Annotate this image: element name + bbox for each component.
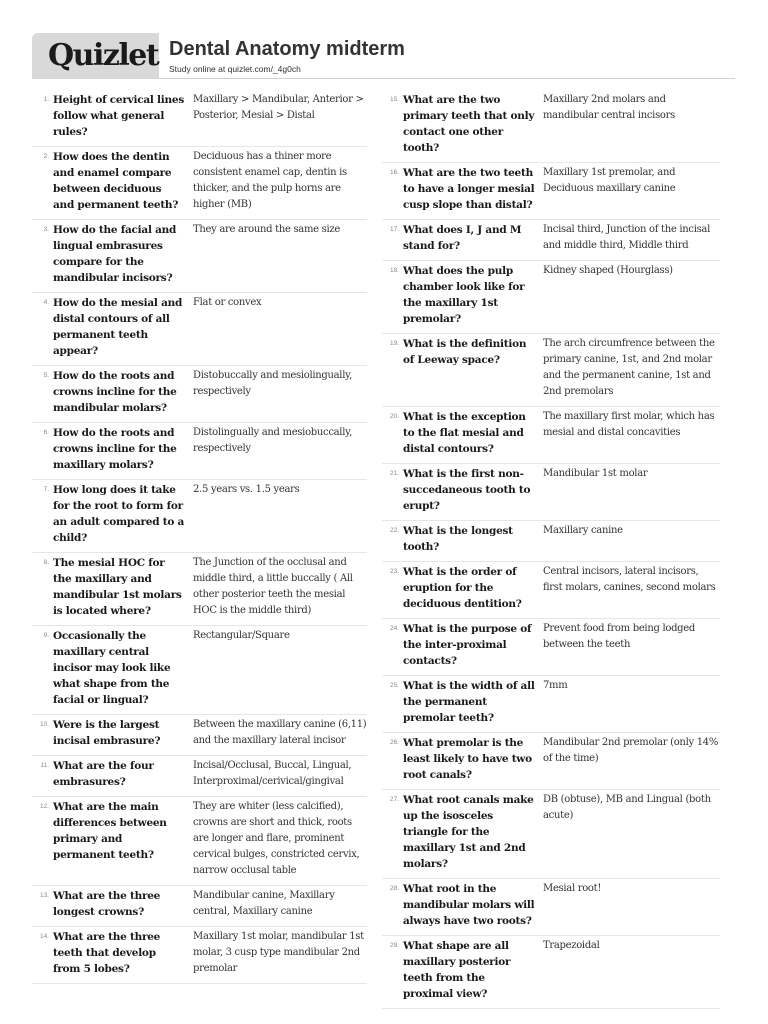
card-term: How do the mesial and distal contours of all permanent teeth appear? [53,297,183,357]
flashcard-row [382,619,720,676]
card-definition: They are around the same size [193,224,340,235]
card-definition: The arch circumfrence between the primary canine, 1st, and 2nd molar and the permanent canine, 1st and 2nd premolars [543,338,715,397]
flashcard-row [32,756,367,797]
card-number: 19. [389,340,399,347]
flashcard-row [32,90,367,147]
logo-text: Quizlet [48,38,159,73]
flashcard-row [382,261,720,334]
card-definition: The maxillary first molar, which has mesial and distal concavities [543,411,715,438]
card-number: 10. [39,721,49,728]
card-number: 26. [389,739,399,746]
card-term: What does I, J and M stand for? [403,224,522,252]
card-term: How do the roots and crowns incline for the maxillary molars? [53,427,177,471]
card-definition: Mandibular 1st molar [543,468,648,479]
right-column [382,90,720,1009]
card-number: 9. [43,632,49,639]
flashcard-row [32,423,367,480]
card-term: How does the dentin and enamel compare between deciduous and permanent teeth? [53,151,179,211]
card-number: 7. [43,486,49,493]
card-number: 27. [389,796,399,803]
card-definition: Maxillary 2nd molars and mandibular central incisors [543,94,675,121]
card-number: 22. [389,527,399,534]
flashcard-row [32,480,367,553]
card-term: What shape are all maxillary posterior teeth from the proximal view? [403,940,511,1000]
flashcard-row [382,90,720,163]
card-term: What root canals make up the isosceles triangle for the maxillary 1st and 2nd molars? [403,794,534,870]
card-definition: Incisal/Occlusal, Buccal, Lingual, Interproximal/cerivical/gingival [193,760,352,787]
flashcard-row [382,936,720,1009]
card-number: 6. [43,429,49,436]
flashcard-row [382,521,720,562]
card-term: Occasionally the maxillary central incisor may look like what shape from the facial or lingual? [53,630,171,706]
card-number: 11. [40,762,49,769]
flashcard-row [382,163,720,220]
card-definition: Central incisors, lateral incisors, first molars, canines, second molars [543,566,716,593]
flashcard-row [382,407,720,464]
flashcard-row [382,220,720,261]
flashcard-row [32,886,367,927]
card-term: What is the exception to the flat mesial and distal contours? [403,411,526,455]
card-definition: They are whiter (less calcified), crowns are short and thick, roots are longer and flare, prominent cervical bulges, constricted cervix, narrow occlusal table [193,801,360,876]
card-definition: Rectangular/Square [193,630,290,641]
card-term: What is the longest tooth? [403,525,513,553]
card-term: What is the definition of Leeway space? [403,338,527,366]
card-number: 15. [389,96,399,103]
card-definition: Distobuccally and mesiolingually, respectively [193,370,352,397]
card-term: Height of cervical lines follow what general rules? [53,94,184,138]
flashcard-row [32,147,367,220]
card-term: What does the pulp chamber look like for the maxillary 1st premolar? [403,265,525,325]
flashcard-row [382,879,720,936]
card-term: What are the main differences between primary and permanent teeth? [53,801,167,861]
card-definition: Mandibular canine, Maxillary central, Maxillary canine [193,890,335,917]
flashcard-row [32,293,367,366]
card-term: How do the facial and lingual embrasures compare for the mandibular incisors? [53,224,177,284]
card-definition: Maxillary canine [543,525,623,536]
card-number: 24. [389,625,399,632]
card-definition: The Junction of the occlusal and middle third, a little buccally ( All other posterior teeth the mesial HOC is the middle third) [193,557,353,616]
card-term: The mesial HOC for the maxillary and mandibular 1st molars is located where? [53,557,182,617]
card-number: 12. [39,803,49,810]
card-term: How long does it take for the root to form for an adult compared to a child? [53,484,185,544]
card-number: 16. [389,169,399,176]
card-number: 20. [389,413,399,420]
card-term: What is the first non-succedaneous tooth to erupt? [403,468,531,512]
flashcard-row [382,676,720,733]
flashcard-row [382,334,720,407]
card-term: Were is the largest incisal embrasure? [53,719,161,747]
study-online-link[interactable]: Study online at quizlet.com/_4g0ch [169,64,301,74]
flashcard-row [32,715,367,756]
header-divider [159,78,735,79]
card-number: 18. [389,267,399,274]
left-column [32,90,367,984]
card-number: 2. [43,153,49,160]
flashcard-row [382,733,720,790]
card-term: What are the two teeth to have a longer mesial cusp slope than distal? [403,167,535,211]
card-definition: Mesial root! [543,883,602,894]
card-number: 17. [389,226,399,233]
flashcard-row [32,220,367,293]
card-number: 25. [389,682,399,689]
card-definition: Mandibular 2nd premolar (only 14% of the time) [543,737,719,764]
card-definition: Prevent food from being lodged between the teeth [543,623,695,650]
card-term: What are the four embrasures? [53,760,154,788]
card-term: What root in the mandibular molars will always have two roots? [403,883,535,927]
card-definition: DB (obtuse), MB and Lingual (both acute) [543,794,711,821]
card-number: 29. [389,942,399,949]
card-number: 28. [389,885,399,892]
card-number: 4. [43,299,49,306]
page-header [32,33,735,80]
card-term: How do the roots and crowns incline for the mandibular molars? [53,370,177,414]
flashcard-row [32,927,367,984]
card-definition: Incisal third, Junction of the incisal and middle third, Middle third [543,224,710,251]
card-number: 1. [43,96,49,103]
card-number: 3. [43,226,49,233]
card-definition: Maxillary 1st molar, mandibular 1st molar, 3 cusp type mandibular 2nd premolar [193,931,364,974]
flashcard-row [32,553,367,626]
card-term: What are the two primary teeth that only contact one other tooth? [403,94,535,154]
card-number: 21. [389,470,399,477]
card-definition: Between the maxillary canine (6,11) and the maxillary lateral incisor [193,719,367,746]
card-definition: Deciduous has a thiner more consistent enamel cap, dentin is thicker, and the pulp horns are higher (MB) [193,151,347,210]
flashcard-row [32,366,367,423]
card-definition: Distolingually and mesiobuccally, respectively [193,427,352,454]
flashcard-row [382,464,720,521]
card-number: 14. [39,933,49,940]
flashcard-row [32,626,367,715]
page-title: Dental Anatomy midterm [169,38,405,60]
card-number: 5. [43,372,49,379]
card-definition: Maxillary 1st premolar, and Deciduous maxillary canine [543,167,676,194]
card-term: What is the order of eruption for the deciduous dentition? [403,566,522,610]
card-term: What is the purpose of the inter-proximal contacts? [403,623,532,667]
quizlet-logo[interactable] [32,33,159,79]
card-definition: Trapezoidal [543,940,600,951]
card-definition: Maxillary > Mandibular, Anterior > Posterior, Mesial > Distal [193,94,364,121]
card-term: What is the width of all the permanent premolar teeth? [403,680,535,724]
card-definition: 7mm [543,680,568,691]
flashcard-row [382,562,720,619]
flashcard-row [32,797,367,886]
card-number: 23. [389,568,399,575]
card-term: What premolar is the least likely to have two root canals? [403,737,532,781]
card-number: 8. [43,559,49,566]
card-term: What are the three teeth that develop from 5 lobes? [53,931,161,975]
card-term: What are the three longest crowns? [53,890,161,918]
card-definition: Kidney shaped (Hourglass) [543,265,673,276]
flashcard-row [382,790,720,879]
card-definition: 2.5 years vs. 1.5 years [193,484,300,495]
card-definition: Flat or convex [193,297,262,308]
card-number: 13. [39,892,49,899]
